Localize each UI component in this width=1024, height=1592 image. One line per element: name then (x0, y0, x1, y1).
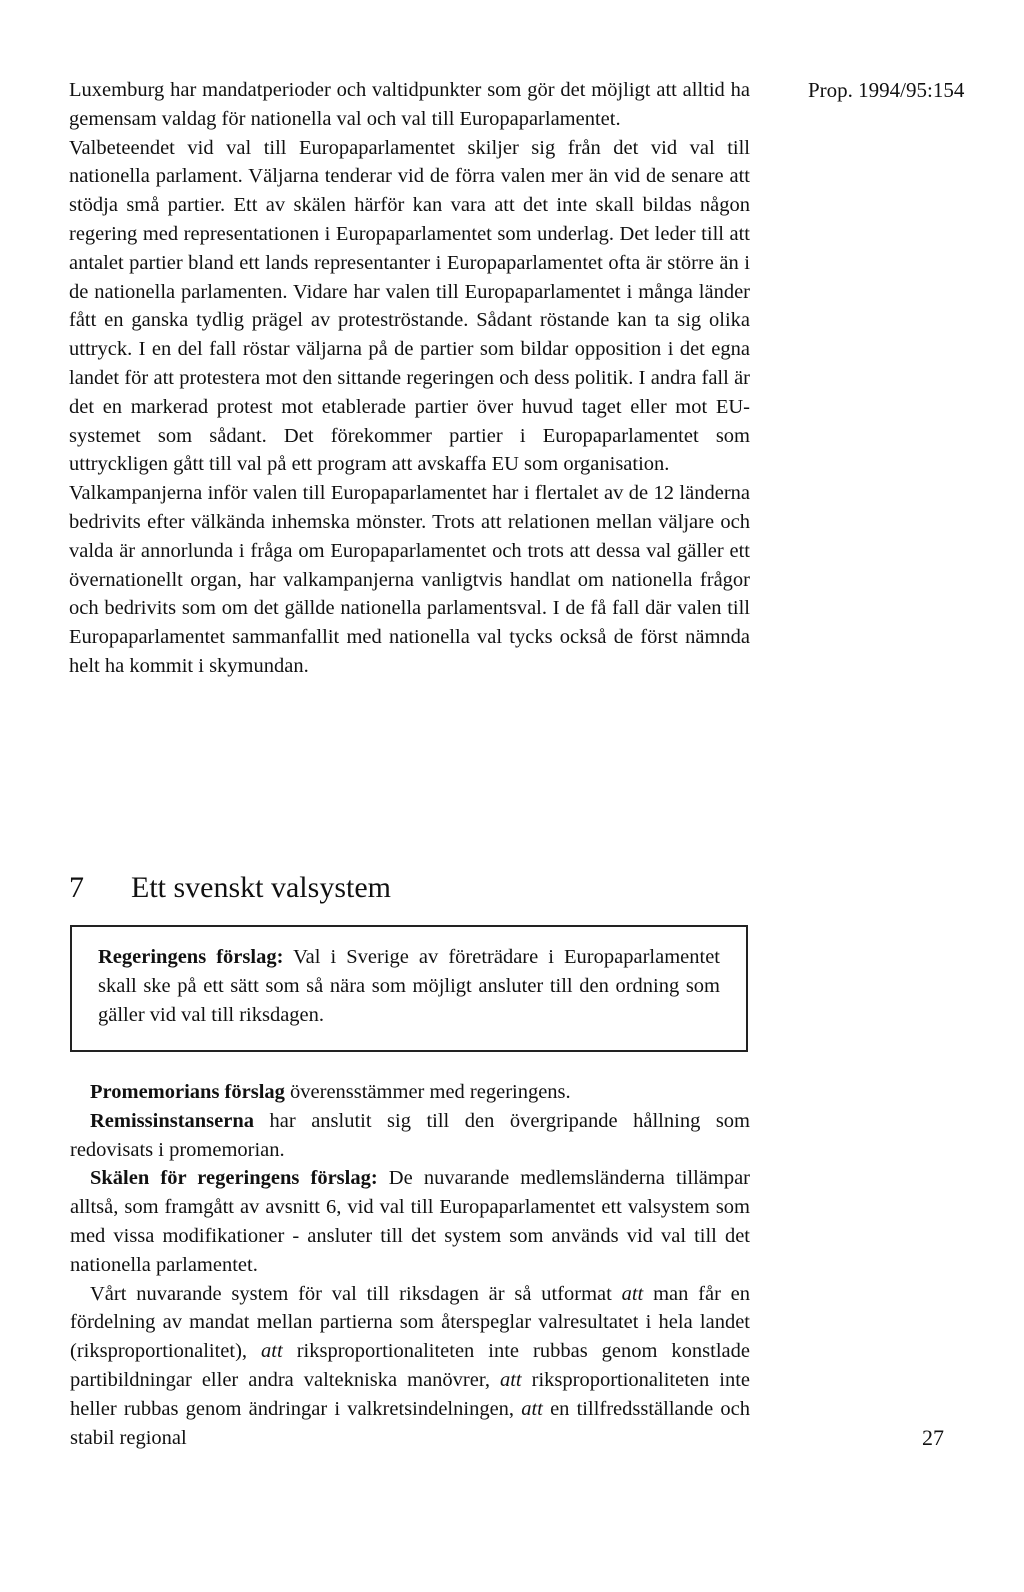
page-number: 27 (922, 1425, 944, 1450)
final-part-3: riksproportionaliteten inte rubbas genom konstlade partibildningar eller andra valtekniska manövrer, (70, 1340, 750, 1391)
final-part-1: Vårt nuvarande system för val till riksdagen är så utformat (90, 1282, 612, 1305)
reasons-lead: Skälen för regeringens förslag: (90, 1167, 378, 1190)
referral-lead: Remissinstanserna (90, 1109, 255, 1132)
paragraph-election-campaigns: Valkampanjerna inför valen till Europaparlamentet har i flertalet av de 12 länderna bedrivits efter välkända inhemska mönster. Trots att relationen mellan väljare och valda är annorlunda i fråga om Europaparlamentet och trots att dessa val gäller ett övernationellt organ, har valkampanjerna vanligtvis handlat om nationella frågor och bedrivits som om det gällde nationella parlamentsval. I de få fall där valen till Europaparlamentet sammanfallit med nationella val tycks också de först nämnda helt ha kommit i skymundan. (69, 482, 750, 677)
memo-statement (90, 1078, 750, 1107)
section-title: Ett svenskt valsystem (131, 871, 391, 904)
final-part-2: man får en fördelning av mandat mellan partierna som återspeglar valresultatet i hela landet (riksproportionalitet), (70, 1282, 751, 1363)
document-reference: Prop. 1994/95:154 (808, 78, 965, 102)
proposal-paragraph (98, 943, 720, 1029)
statements-block (70, 1078, 751, 1452)
referral-statement (70, 1107, 750, 1165)
final-part-5: en tillfredsställande och stabil regional (70, 1397, 751, 1449)
memo-text: överensstämmer med regeringens. (290, 1081, 571, 1103)
final-paragraph (70, 1280, 750, 1453)
intro-text-block (69, 76, 750, 681)
final-att-4: att (521, 1397, 543, 1420)
proposal-lead: Regeringens förslag: (98, 946, 284, 968)
government-proposal-box (70, 925, 748, 1052)
section-heading (69, 870, 391, 906)
memo-lead: Promemorians förslag (90, 1081, 285, 1103)
final-att-2: att (261, 1340, 283, 1363)
reasons-statement (70, 1164, 750, 1279)
paragraph-luxemburg: Luxemburg har mandatperioder och valtidpunkter som gör det möjligt att alltid ha gemensam valdag för nationella val och val till Europaparlamentet. (69, 79, 750, 130)
paragraph-voting-behaviour: Valbeteendet vid val till Europaparlamentet skiljer sig från det vid val till nationella parlament. Väljarna tenderar vid de förra valen mer än vid de senare att stödja små partier. Ett av skälen härför kan vara att det inte skall bildas någon regering med representationen i Europaparlamentet som underlag. Det leder till att antalet partier bland ett lands representanter i Europaparlamentet ofta är större än i de nationella parlamenten. Vidare har valen till Europaparlamentet i många länder fått en ganska tydlig prägel av proteströstande. Sådant röstande kan ta sig olika uttryck. I en del fall röstar väljarna på de partier som bildar opposition i det egna landet för att protestera mot den sittande regeringen och dess politik. I andra fall är det en markerad protest mot etablerade partier över huvud taget eller mot EU-systemet som sådant. Det förekommer partier i Europaparlamentet som uttryckligen gått till val på ett program att avskaffa EU som organisation. (69, 136, 750, 476)
final-part-4: riksproportionaliteten inte heller rubbas genom ändringar i valkretsindelningen, (70, 1368, 751, 1420)
reasons-text: De nuvarande medlemsländerna tillämpar alltså, som framgått av avsnitt 6, vid val till Europaparlamentet ett valsystem som med vissa modifikationer - ansluter till det system som används vid val till det nationella parlamentet. (70, 1167, 750, 1276)
section-number: 7 (69, 871, 84, 904)
proposal-text: Val i Sverige av företrädare i Europaparlamentet skall ske på ett sätt som så nära som möjligt ansluter till den ordning som gäller vid val till riksdagen. (98, 946, 720, 1026)
final-att-1: att (621, 1282, 644, 1305)
final-att-3: att (499, 1368, 522, 1391)
referral-text: har anslutit sig till den övergripande hållning som redovisats i promemorian. (70, 1109, 750, 1161)
